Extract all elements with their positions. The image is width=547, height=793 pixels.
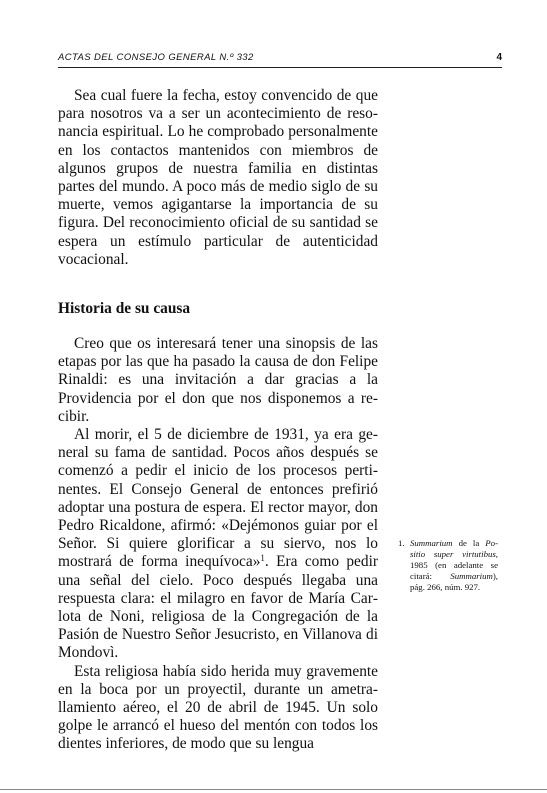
bottom-rule [0, 789, 547, 790]
footnote-title-2: Positio super virtutibus [410, 538, 498, 559]
footnote-title-1: Summarium [410, 538, 453, 548]
header-rule [58, 67, 502, 68]
footnote-text-3: ), pág. 266, núm. 927. [410, 571, 498, 592]
running-head-title: ACTAS DEL CONSEJO GENERAL N.º 332 [58, 52, 254, 63]
paragraph-3: Esta religiosa había sido herida muy gravemente en la boca por un proyectil, durante un ametrallamiento aéreo, el 20 de abril de 1945. Un solo golpe le arrancó el hueso del mentón con todos los dientes inferiores, de modo que su lengua [58, 662, 378, 753]
running-header [58, 52, 502, 66]
footnote [398, 538, 498, 593]
intro-paragraph: Sea cual fuere la fecha, estoy convencido de que para nosotros va a ser un acontecimiento de resonancia espiritual. Lo he comprobado personalmente en los contactos mantenidos con miembros de algunos grupos de nuestra familia en distintas partes del mundo. A poco más de medio siglo de su muerte, vemos agigantarse la importancia de su figura. Del reconocimiento oficial de su santidad se espera un estímulo particular de autenticidad vocacional. [58, 87, 378, 268]
section-body [58, 335, 378, 754]
footnote-text-2: , 1985 (en adelante se citará: [410, 549, 498, 581]
footnote-title-3: Summarium [450, 571, 493, 581]
footnote-text [410, 538, 498, 593]
footnote-text-1: de la [452, 538, 486, 548]
paragraph-1: Creo que os interesará tener una sinopsis de las etapas por las que ha pasado la causa de don Felipe Rinaldi: es una invitación a dar gracias a la Providencia por el don que nos disponemos a recibir. [58, 335, 378, 425]
intro-text [58, 87, 378, 269]
paragraph-2-end: . Era como pedir una señal del cielo. Poco después llegaba una respuesta clara: el milagro en favor de María Carlota de Noni, religiosa de la Congregación de la Pasión de Nuestro Señor Jesucristo, en Villanova di Mondovì. [58, 553, 378, 662]
footnote-number: 1. [398, 538, 405, 548]
page-number: 4 [496, 52, 502, 63]
paragraph-2-start: Al morir, el 5 de diciembre de 1931, ya era general su fama de santidad. Pocos años después se comenzó a pedir el inicio de los procesos pertinentes. El Consejo General de entonces prefirió adoptar una postura de espera. El rector mayor, don Pedro Ricaldone, afirmó: «Dejémonos guiar por el Señor. Si quiere glorificar a su siervo, nos lo mostrará de forma inequívoca» [58, 426, 378, 571]
paragraph-2 [58, 426, 378, 663]
section-heading: Historia de su causa [58, 300, 191, 317]
footnote-reference: 1 [260, 553, 265, 564]
